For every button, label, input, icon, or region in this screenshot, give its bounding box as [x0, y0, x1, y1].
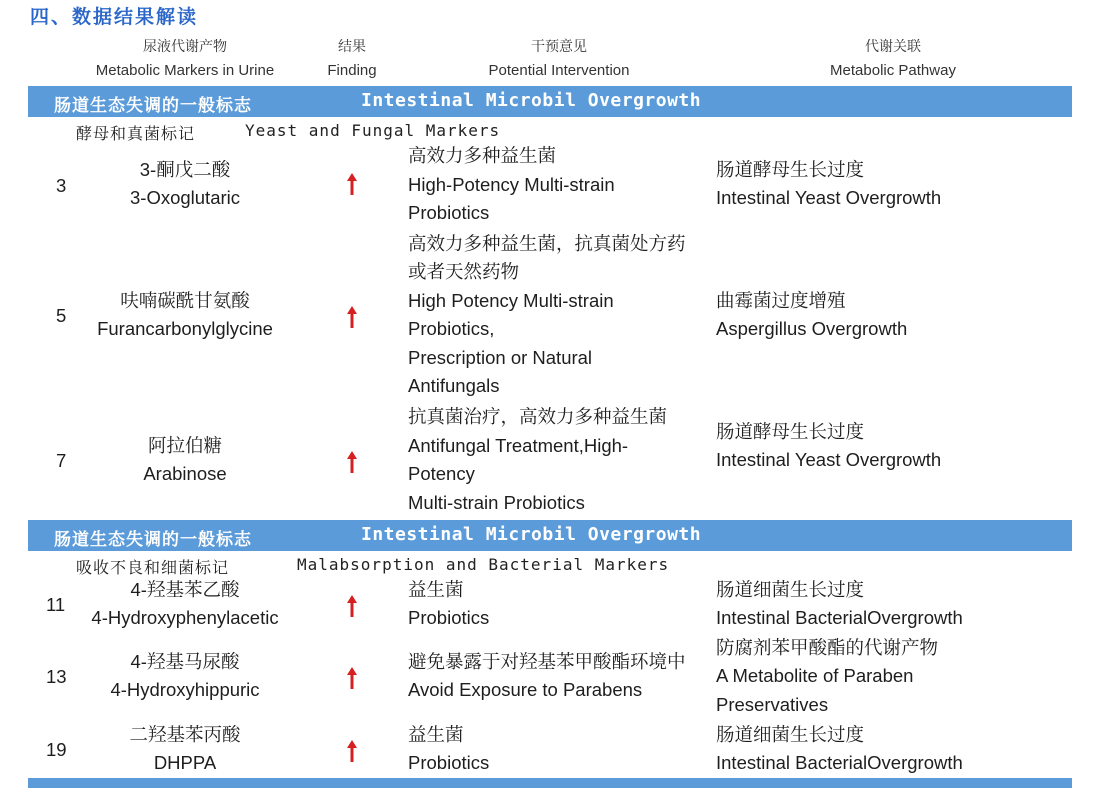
row-number: 19 — [46, 739, 67, 760]
pathway-line: 曲霉菌过度增殖 — [716, 290, 846, 311]
intervention-line: 高效力多种益生菌 — [408, 145, 557, 166]
intervention-line: Probiotics — [408, 752, 490, 773]
header-finding-cn: 结果 — [338, 38, 366, 54]
section-subtitle-en: Malabsorption and Bacterial Markers — [297, 555, 670, 574]
pathway-line: Intestinal BacterialOvergrowth — [716, 607, 963, 628]
intervention-line: Probiotics, — [408, 318, 495, 339]
marker-cn: 4-羟基马尿酸 — [130, 651, 240, 672]
marker-en: 3-Oxoglutaric — [129, 187, 241, 208]
row-number: 3 — [56, 175, 67, 196]
section-band-title-en: Intestinal Microbil Overgrowth — [361, 524, 702, 545]
intervention-line: 避免暴露于对羟基苯甲酸酯环境中 — [408, 651, 686, 672]
header-pathway-cn: 代谢关联 — [865, 38, 921, 54]
section-subtitle-cn: 酵母和真菌标记 — [76, 124, 196, 143]
header-intervention-en: Potential Intervention — [488, 62, 630, 79]
intervention-line: Avoid Exposure to Parabens — [408, 679, 643, 700]
marker-cn: 二羟基苯丙酸 — [129, 724, 241, 745]
marker-cn: 4-羟基苯乙酸 — [130, 579, 240, 600]
pathway-line: 肠道细菌生长过度 — [716, 724, 865, 745]
row-number: 7 — [56, 450, 67, 471]
intervention-line: High Potency Multi-strain — [408, 290, 614, 311]
marker-cn: 呋喃碳酰甘氨酸 — [120, 290, 250, 311]
row-number: 5 — [56, 305, 67, 326]
marker-cn: 3-酮戊二酸 — [139, 159, 231, 180]
intervention-line: Antifungal Treatment,High- — [408, 435, 629, 456]
section-subtitle-cn: 吸收不良和细菌标记 — [76, 558, 230, 577]
pathway-line: Intestinal BacterialOvergrowth — [716, 752, 963, 773]
pathway-line: A Metabolite of Paraben — [716, 665, 914, 686]
pathway-line: Aspergillus Overgrowth — [716, 318, 908, 339]
header-marker-cn: 尿液代谢产物 — [143, 38, 227, 54]
intervention-line: Probiotics — [408, 202, 490, 223]
intervention-line: Prescription or Natural — [408, 347, 593, 368]
pathway-line: Preservatives — [716, 694, 829, 715]
section-band-title-cn: 肠道生态失调的一般标志 — [54, 530, 252, 550]
row-number: 13 — [46, 666, 67, 687]
page-title: 四、数据结果解读 — [30, 6, 199, 28]
marker-en: Arabinose — [143, 463, 227, 484]
intervention-line: 益生菌 — [408, 724, 464, 745]
section-band — [28, 520, 1072, 551]
header-marker-en: Metabolic Markers in Urine — [95, 62, 275, 79]
marker-cn: 阿拉伯糖 — [147, 435, 223, 456]
intervention-line: Antifungals — [408, 375, 500, 396]
marker-en: 4-Hydroxyhippuric — [110, 679, 260, 700]
intervention-line: Multi-strain Probiotics — [408, 492, 585, 513]
header-pathway-en: Metabolic Pathway — [830, 62, 956, 79]
pathway-line: Intestinal Yeast Overgrowth — [716, 449, 942, 470]
intervention-line: Potency — [408, 463, 475, 484]
pathway-line: 肠道酵母生长过度 — [716, 159, 865, 180]
section-band-title-en: Intestinal Microbil Overgrowth — [361, 90, 702, 111]
intervention-line: Probiotics — [408, 607, 490, 628]
marker-en: Furancarbonylglycine — [97, 318, 273, 339]
header-finding-en: Finding — [327, 62, 377, 79]
intervention-line: 益生菌 — [408, 579, 464, 600]
header-intervention-cn: 干预意见 — [531, 38, 587, 54]
pathway-line: Intestinal Yeast Overgrowth — [716, 187, 942, 208]
row-number: 11 — [46, 594, 66, 615]
pathway-line: 防腐剂苯甲酸酯的代谢产物 — [716, 637, 939, 658]
intervention-line: 抗真菌治疗，高效力多种益生菌 — [408, 406, 668, 427]
section-band-partial — [28, 778, 1072, 788]
section-band — [28, 86, 1072, 117]
section-subtitle-en: Yeast and Fungal Markers — [245, 121, 501, 140]
marker-en: DHPPA — [153, 752, 217, 773]
intervention-line: 高效力多种益生菌，抗真菌处方药 — [408, 233, 686, 254]
intervention-line: High-Potency Multi-strain — [408, 174, 615, 195]
intervention-line: 或者天然药物 — [408, 261, 520, 282]
section-band-title-cn: 肠道生态失调的一般标志 — [54, 96, 252, 116]
pathway-line: 肠道酵母生长过度 — [716, 421, 865, 442]
pathway-line: 肠道细菌生长过度 — [716, 579, 865, 600]
marker-en: 4-Hydroxyphenylacetic — [91, 607, 279, 628]
